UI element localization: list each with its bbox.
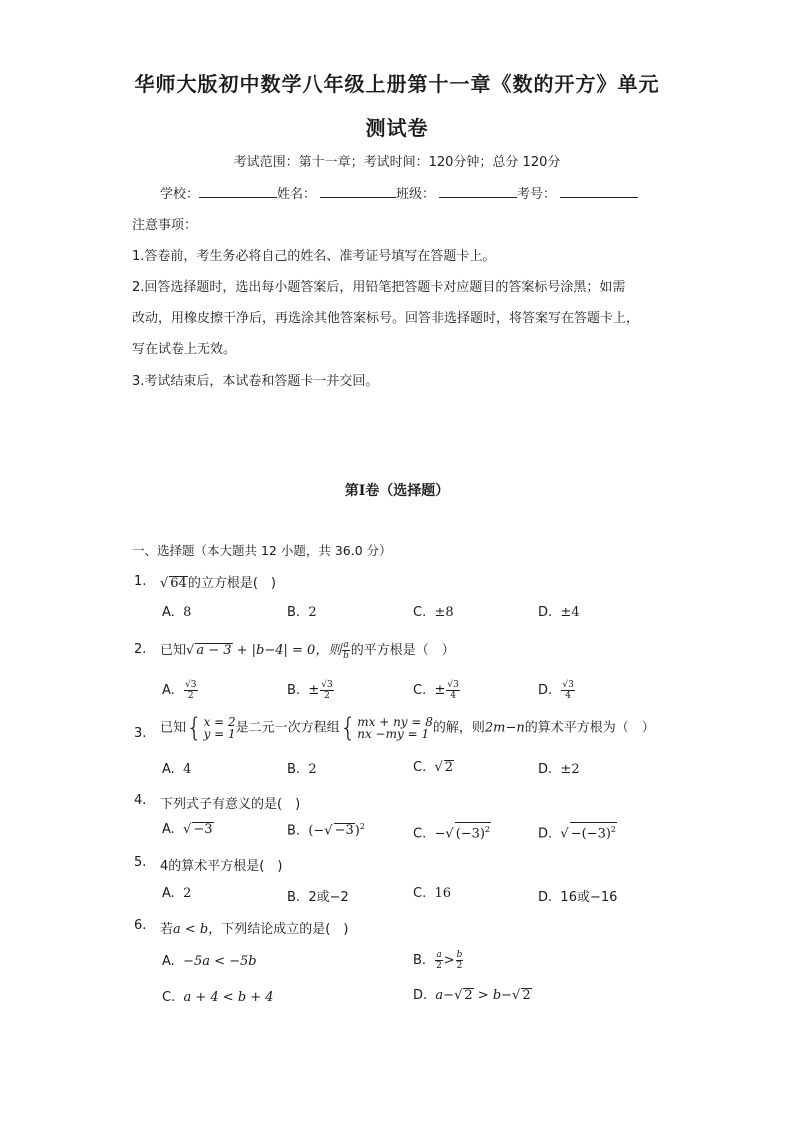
school-blank[interactable]	[199, 185, 277, 198]
q3-stem: 已知 { x = 2 y = 1 是二元一次方程组 { mx + ny = 8 nx −my = 1 的解，则2m−n的算术平方根为（ ）	[160, 713, 655, 743]
notice-item-2a: 2.回答选择题时，选出每小题答案后，用铅笔把答题卡对应题目的答案标号涂黑；如需	[132, 280, 626, 295]
page-title-line2: 测试卷	[365, 116, 429, 140]
q1-text: 的立方根是( )	[187, 576, 276, 591]
q6-option-c[interactable]: C. a + 4 < b + 4	[162, 990, 274, 1005]
q2-option-c[interactable]: C. ± $\frac{√3}{4}$	[413, 680, 459, 701]
q5-stem: 4的算术平方根是( )	[160, 859, 283, 874]
q4-number: 4.	[134, 793, 147, 808]
q1-option-c[interactable]: C. ±8	[413, 605, 454, 620]
school-label: 学校：	[160, 187, 200, 202]
q5-option-b[interactable]: B. 2或−2	[287, 890, 349, 905]
name-label: 姓名：	[277, 187, 317, 202]
exam-info: 考试范围：第十一章；考试时间：120分钟；总分 120分	[233, 155, 561, 170]
q1-option-b[interactable]: B. 2	[287, 605, 317, 620]
q3-option-b[interactable]: B. 2	[287, 762, 317, 777]
q5-option-d[interactable]: D. 16或−16	[538, 890, 618, 905]
q4-option-b[interactable]: B. (−√ −3)$^2$	[287, 822, 365, 839]
q1-radicand: 64	[170, 576, 187, 591]
notice-item-3: 3.考试结束后，本试卷和答题卡一并交回。	[132, 374, 379, 389]
notice-item-2b: 改动，用橡皮擦干净后，再选涂其他答案标号。回答非选择题时，将答案写在答题卡上，	[132, 311, 640, 326]
q2-option-d[interactable]: D. $\frac{√3}{4}$	[538, 680, 574, 701]
part1-heading: 第Ⅰ卷（选择题）	[344, 483, 450, 499]
q6-option-d[interactable]: D. a−√ 2 > b−√ 2	[413, 988, 531, 1003]
q6-stem: 若a < b，下列结论成立的是( )	[160, 922, 349, 937]
q5-option-a[interactable]: A. 2	[162, 886, 192, 901]
notice-heading: 注意事项：	[132, 218, 198, 233]
name-blank[interactable]	[320, 185, 396, 198]
class-label: 班级：	[396, 187, 436, 202]
q2-stem: 已知√ a − 3 + |b−4| = 0，则 $\frac{a}{b}$ 的平方根是（ ）	[160, 640, 455, 661]
q6-option-a[interactable]: A. −5a < −5b	[162, 954, 257, 969]
notice-item-2c: 写在试卷上无效。	[132, 342, 237, 357]
student-fields	[160, 183, 638, 202]
q6-option-b[interactable]: B. $\frac{a}{2}$ > $\frac{b}{2}$	[413, 950, 463, 971]
number-label: 考号：	[517, 187, 557, 202]
q3-option-d[interactable]: D. ±2	[538, 762, 580, 777]
q1-stem: √ 64的立方根是( )	[160, 576, 276, 591]
q2-option-b[interactable]: B. ± $\frac{√3}{2}$	[287, 680, 333, 701]
q1-option-d[interactable]: D. ±4	[538, 605, 580, 620]
notice-item-1: 1.答卷前，考生务必将自己的姓名、准考证号填写在答题卡上。	[132, 249, 496, 264]
q1-number: 1.	[134, 574, 147, 589]
q1-option-a[interactable]: A. 8	[162, 605, 192, 620]
q6-number: 6.	[134, 918, 147, 933]
q5-option-c[interactable]: C. 16	[413, 886, 452, 901]
number-blank[interactable]	[560, 185, 638, 198]
q4-option-a[interactable]: A. √ −3	[162, 822, 213, 837]
page-title-line1: 华师大版初中数学八年级上册第十一章《数的开方》单元	[134, 72, 660, 96]
q3-number: 3.	[134, 726, 147, 741]
q5-number: 5.	[134, 855, 147, 870]
q4-stem: 下列式子有意义的是( )	[160, 797, 301, 812]
q4-option-d[interactable]: D. √ $-(-3)^2$	[538, 822, 617, 841]
q2-option-a[interactable]: A. $\frac{√3}{2}$	[162, 680, 197, 701]
q4-option-c[interactable]: C. −√ $(-3)^2$	[413, 822, 491, 841]
q3-option-c[interactable]: C. √ 2	[413, 760, 454, 775]
q2-number: 2.	[134, 642, 147, 657]
section-heading: 一、选择题（本大题共 12 小题，共 36.0 分）	[132, 543, 392, 558]
q3-option-a[interactable]: A. 4	[162, 762, 192, 777]
class-blank[interactable]	[439, 185, 517, 198]
